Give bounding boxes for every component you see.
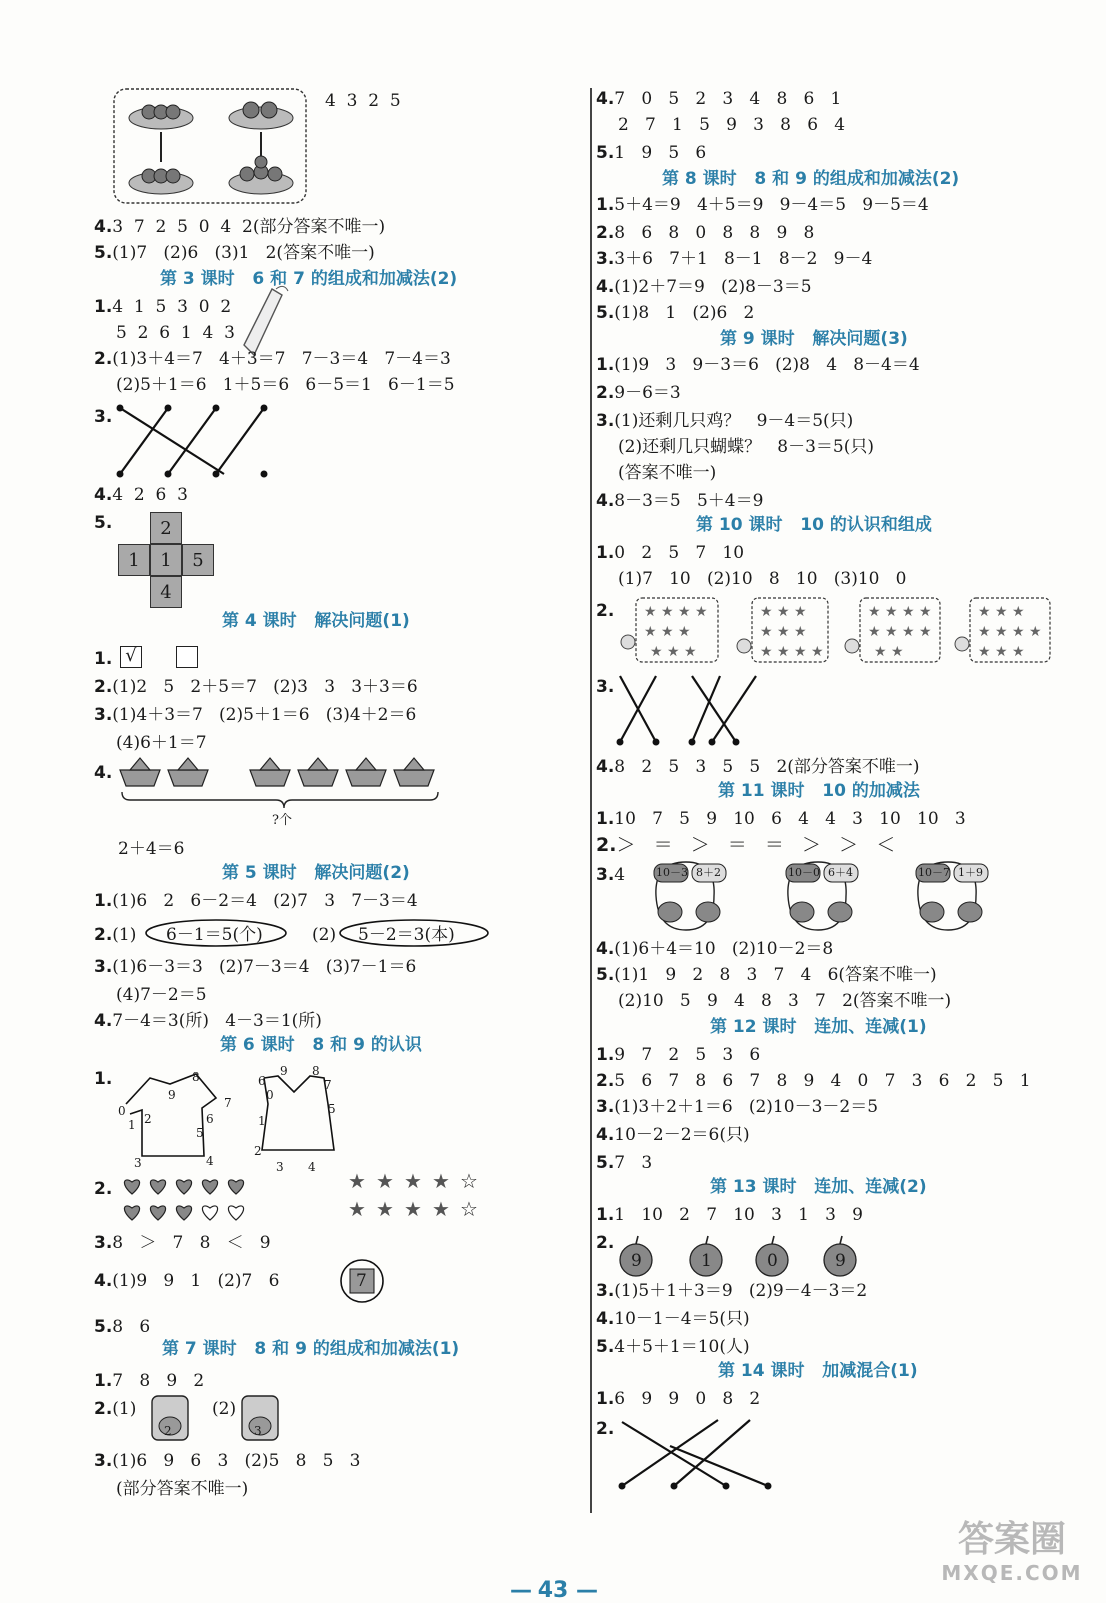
answer-4: 4.(1)6＋4＝10 (2)10－2＝8 <box>596 939 834 959</box>
answer-1: 1.9 7 2 5 3 6 <box>596 1045 761 1065</box>
item-number: 4. <box>94 1011 113 1031</box>
column-divider <box>590 88 592 1513</box>
answer-2-row2: (2)5＋1＝6 1＋5＝6 6－5＝1 6－1＝5 <box>116 375 455 395</box>
vest-label: 8 <box>312 1064 320 1078</box>
vest-label: 3 <box>276 1160 284 1174</box>
answer-5: 5.4＋5＋1＝10(人) <box>596 1337 750 1357</box>
item-number: 1. <box>94 1069 113 1089</box>
answer-4: 4.(1)9 9 1 (2)7 6 <box>94 1271 280 1291</box>
apple-number: 1 <box>701 1251 712 1271</box>
answer-note: (答案不唯一) <box>618 463 717 483</box>
vest-label: 6 <box>258 1074 266 1088</box>
answer-3-row2: (2)还剩几只蝴蝶？ 8－3＝5(只) <box>618 437 875 457</box>
item-number: 4. <box>596 757 615 777</box>
frog-card-label: 8＋2 <box>696 866 721 879</box>
shirt-label: 8 <box>192 1070 200 1084</box>
svg-text:★ ★ ★: ★ ★ ★ <box>760 624 807 640</box>
answer-3: 3.(1)4＋3＝7 (2)5＋1＝6 (3)4＋2＝6 <box>94 705 417 725</box>
answer-1: 1.4 1 5 3 0 2 <box>94 297 232 317</box>
apple-number: 0 <box>767 1251 778 1271</box>
item-number: 1. <box>596 543 615 563</box>
vest-label: 0 <box>266 1088 274 1102</box>
svg-text:★ ★ ★: ★ ★ ★ <box>978 604 1025 620</box>
answer-4 <box>94 762 112 784</box>
item-number: 3. <box>596 865 615 885</box>
shirt-label: 0 <box>118 1104 126 1118</box>
item-number: 3. <box>94 407 113 427</box>
lesson-4-heading: 第 4 课时 解决问题(1) <box>222 611 410 631</box>
item-number: 4. <box>596 1125 615 1145</box>
svg-text:★ ★ ★ ★: ★ ★ ★ ★ <box>868 624 932 640</box>
answer-2 <box>596 600 614 622</box>
answer-4: 4.10－1－4＝5(只) <box>596 1309 750 1329</box>
vest-label: 4 <box>308 1160 316 1174</box>
frog-card-label: 10－3 <box>656 866 688 879</box>
lesson-7-heading: 第 7 课时 8 和 9 的组成和加减法(1) <box>162 1339 460 1359</box>
oval-answer-2: 5－2＝3(本) <box>358 925 455 945</box>
lesson-10-heading: 第 10 课时 10 的认识和组成 <box>696 515 932 535</box>
bag-number-2: 3 <box>254 1424 262 1438</box>
item-number: 3. <box>596 677 615 697</box>
item-number: 2. <box>94 349 113 369</box>
svg-text:★ ★ ★ ★: ★ ★ ★ ★ <box>978 624 1042 640</box>
matching-lines-figure <box>112 400 262 480</box>
item-number: 2. <box>94 677 113 697</box>
watermark-logo <box>932 1518 1092 1590</box>
item-number: 3. <box>94 1233 113 1253</box>
svg-text:★: ★ <box>404 1197 422 1221</box>
answer-5: 5.8 6 <box>94 1317 151 1337</box>
item-number: 5. <box>596 303 615 323</box>
answer-1-row2: (1)7 10 (2)10 8 10 (3)10 0 <box>618 569 907 589</box>
answer-5: 5.(1)8 1 (2)6 2 <box>596 303 755 323</box>
svg-text:★: ★ <box>432 1169 450 1193</box>
matching-cross-lines-figure <box>616 672 766 752</box>
svg-text:★: ★ <box>376 1197 394 1221</box>
shirt-label: 7 <box>224 1096 232 1110</box>
answer-3 <box>596 676 614 698</box>
vest-label: 1 <box>258 1114 266 1128</box>
item-number: 2. <box>596 1071 615 1091</box>
apple-number: 9 <box>631 1251 642 1271</box>
item-number: 2. <box>596 1419 615 1439</box>
fruit-plates-figure <box>113 88 308 206</box>
item-number: 3. <box>94 705 113 725</box>
item-number: 5. <box>596 1153 615 1173</box>
svg-text:★ ★ ★: ★ ★ ★ <box>760 604 807 620</box>
lesson-6-heading: 第 6 课时 8 和 9 的认识 <box>220 1035 422 1055</box>
item-number: 4. <box>596 491 615 511</box>
answer-3-row2: (4)6＋1＝7 <box>116 733 207 753</box>
cross-cell-top: 2 <box>150 512 182 544</box>
svg-text:★: ★ <box>348 1169 366 1193</box>
item-number: 4. <box>596 1309 615 1329</box>
svg-text:★ ★ ★ ★: ★ ★ ★ ★ <box>868 604 932 620</box>
svg-text:☆: ☆ <box>460 1197 478 1221</box>
answer-3: 3.(1)5＋1＋3＝9 (2)9－4－3＝2 <box>596 1281 868 1301</box>
shirt-label: 5 <box>196 1126 204 1140</box>
answer-4: 4.10－2－2＝6(只) <box>596 1125 750 1145</box>
answer-4: 4.8－3＝5 5＋4＝9 <box>596 491 764 511</box>
answer-2-part2-label: (2) <box>212 1399 237 1419</box>
boats-equation: 2＋4＝6 <box>118 839 185 859</box>
svg-text:★ ★ ★: ★ ★ ★ <box>650 644 697 660</box>
lesson-14-heading: 第 14 课时 加减混合(1) <box>718 1361 918 1381</box>
page-number-value: 43 <box>537 1578 569 1603</box>
answer-2: 2.8 6 8 0 8 8 9 8 <box>596 223 815 243</box>
answer-5: 5.(1)1 9 2 8 3 7 4 6(答案不唯一) <box>596 965 937 985</box>
answer-2: 2.(1)2 5 2＋5＝7 (2)3 3 3＋3＝6 <box>94 677 418 697</box>
item-number: 5. <box>596 1337 615 1357</box>
answer-2: 2.(1)3＋4＝7 4＋3＝7 7－3＝4 7－4＝3 <box>94 349 451 369</box>
frog-card-label: 10－7 <box>918 866 950 879</box>
answer-1: 1.6 9 9 0 8 2 <box>596 1389 761 1409</box>
svg-text:★: ★ <box>376 1169 394 1193</box>
svg-text:★ ★ ★ ★: ★ ★ ★ ★ <box>644 604 708 620</box>
empty-box <box>176 646 198 668</box>
answer-3 <box>94 406 112 428</box>
answer-1: 1.10 7 5 9 10 6 4 4 3 10 10 3 <box>596 809 966 829</box>
item-number: 3. <box>596 1097 615 1117</box>
item-number: 1. <box>94 649 113 669</box>
frog-card-label: 10－0 <box>788 866 820 879</box>
answer-1: 1.(1)9 3 9－3＝6 (2)8 4 8－4＝4 <box>596 355 920 375</box>
answer-3: 3.(1)6－3＝3 (2)7－3＝4 (3)7－1＝6 <box>94 957 417 977</box>
item-number: 4. <box>94 763 113 783</box>
svg-text:★: ★ <box>432 1197 450 1221</box>
item-number: 1. <box>596 809 615 829</box>
item-number: 1. <box>94 1371 113 1391</box>
item-number: 3. <box>596 249 615 269</box>
answer-1: 1.0 2 5 7 10 <box>596 543 745 563</box>
item-number: 5. <box>94 1317 113 1337</box>
answer-3: 3.3＋6 7＋1 8－1 8－2 9－4 <box>596 249 873 269</box>
item-number: 2. <box>596 1233 615 1253</box>
item-number: 3. <box>94 1451 113 1471</box>
svg-text:★ ★ ★ ★: ★ ★ ★ ★ <box>760 644 824 660</box>
item-number: 3. <box>596 411 615 431</box>
lesson-9-heading: 第 9 课时 解决问题(3) <box>720 329 908 349</box>
bag-number-1: 2 <box>164 1424 172 1438</box>
answer-3: 3.4 <box>596 865 626 885</box>
shirt-label: 4 <box>206 1154 214 1168</box>
stars-figure <box>348 1170 488 1222</box>
svg-text:★ ★ ★: ★ ★ ★ <box>978 644 1025 660</box>
svg-text:★: ★ <box>404 1169 422 1193</box>
vest-label: 9 <box>280 1064 288 1078</box>
answer-2 <box>596 1232 614 1254</box>
item-number: 2. <box>596 834 617 856</box>
answer-note: (部分答案不唯一) <box>116 1479 249 1499</box>
answer-4: 4.7－4＝3(所) 4－3＝1(所) <box>94 1011 322 1031</box>
item-number: 1. <box>94 891 113 911</box>
cross-cell-bottom: 4 <box>150 576 182 608</box>
shirt-label: 1 <box>128 1118 136 1132</box>
shirt-label: 6 <box>206 1112 214 1126</box>
answer-4-row2: 2 7 1 5 9 3 8 6 4 <box>618 115 846 135</box>
lesson-13-heading: 第 13 课时 连加、连减(2) <box>710 1177 927 1197</box>
item-number: 1. <box>596 195 615 215</box>
item-number: 5. <box>596 143 615 163</box>
shirt-label: 9 <box>168 1088 176 1102</box>
frog-card-label: 1＋9 <box>958 866 983 879</box>
item-number: 1. <box>94 297 113 317</box>
shirt-label: 2 <box>144 1112 152 1126</box>
item-number: 1. <box>596 1389 615 1409</box>
answer-5: 5.7 3 <box>596 1153 653 1173</box>
answer-1: 1.1 10 2 7 10 3 1 3 9 <box>596 1205 863 1225</box>
hearts-figure <box>120 1174 250 1226</box>
svg-text:★ ★ ★: ★ ★ ★ <box>644 624 691 640</box>
answer-3: 3.(1)6 9 6 3 (2)5 8 5 3 <box>94 1451 361 1471</box>
item-number: 2. <box>596 601 615 621</box>
item-number: 5. <box>94 513 113 533</box>
answer-2 <box>94 1178 112 1200</box>
item-number: 4. <box>596 277 615 297</box>
svg-text:★ ★: ★ ★ <box>874 644 904 660</box>
answer-1: 1.7 8 9 2 <box>94 1371 205 1391</box>
item-number: 2. <box>596 383 615 403</box>
answer-3-row2: (4)7－2＝5 <box>116 985 207 1005</box>
item-number: 2. <box>94 1399 113 1419</box>
item-number: 4. <box>596 939 615 959</box>
item-number: 2. <box>94 1179 113 1199</box>
apple-number: 9 <box>835 1251 846 1271</box>
item-number: 2. <box>596 223 615 243</box>
matching-lines-figure-2 <box>618 1416 778 1496</box>
answer-2: 2.(1) <box>94 1399 137 1419</box>
svg-text:★: ★ <box>348 1197 366 1221</box>
page-number: — 43 — <box>510 1578 596 1603</box>
answer-4: 4.4 2 6 3 <box>94 485 188 505</box>
answer-3: 3.(1)3＋2＋1＝6 (2)10－3－2＝5 <box>596 1097 879 1117</box>
answer-5: 5.1 9 5 6 <box>596 143 707 163</box>
answer-1-row2: 5 2 6 1 4 3 <box>116 323 235 343</box>
frog-card-label: 6＋4 <box>828 866 853 879</box>
answer-2: 2.(1) <box>94 925 137 945</box>
answer-3: 3.(1)还剩几只鸡？ 9－4＝5(只) <box>596 411 854 431</box>
answer-2: 2.5 6 7 8 6 7 8 9 4 0 7 3 6 2 5 1 <box>596 1071 1031 1091</box>
item-number: 1. <box>596 1205 615 1225</box>
item-number: 4. <box>596 89 615 109</box>
item-number: 1. <box>596 1045 615 1065</box>
vest-label: 2 <box>254 1144 262 1158</box>
answer-4: 4.8 2 5 3 5 5 2(部分答案不唯一) <box>596 757 920 777</box>
answer-3: 3.8 ＞ 7 8 ＜ 9 <box>94 1233 271 1253</box>
star-groups-figure <box>620 596 1050 668</box>
answer-1 <box>94 648 112 670</box>
answer-1 <box>94 1068 112 1090</box>
answer-2: 2.9－6＝3 <box>596 383 681 403</box>
lesson-5-heading: 第 5 课时 解决问题(2) <box>222 863 410 883</box>
watermark-text: 答案圈 <box>957 1519 1066 1560</box>
shirt-label: 3 <box>134 1156 142 1170</box>
answer-2-part2-label: (2) <box>312 925 337 945</box>
cross-cell-right: 5 <box>182 544 214 576</box>
brace-label: ?个 <box>272 813 292 828</box>
item-number: 2. <box>94 925 113 945</box>
vest-label: 5 <box>328 1102 336 1116</box>
watermark-url: MXQE.COM <box>941 1561 1083 1585</box>
cross-cell-left: 1 <box>118 544 150 576</box>
answer-5: 5.(1)7 (2)6 (3)1 2(答案不唯一) <box>94 243 375 263</box>
item-number: 4. <box>94 1271 113 1291</box>
item-number: 5. <box>596 965 615 985</box>
answer-2: 2.＞ ＝ ＞ ＝ ＝ ＞ ＞ ＜ <box>596 834 896 856</box>
lesson-8-heading: 第 8 课时 8 和 9 的组成和加减法(2) <box>662 169 960 189</box>
cross-cell-center: 1 <box>150 544 182 576</box>
svg-text:☆: ☆ <box>460 1169 478 1193</box>
boxed-answer: 7 <box>356 1271 367 1291</box>
item-number: 1. <box>596 355 615 375</box>
item-number: 3. <box>596 1281 615 1301</box>
oval-answer-1: 6－1＝5(个) <box>166 925 263 945</box>
answer-top-numbers: 4 3 2 5 <box>325 91 401 111</box>
lesson-11-heading: 第 11 课时 10 的加减法 <box>718 781 920 801</box>
answer-1: 1.5＋4＝9 4＋5＝9 9－4＝5 9－5＝4 <box>596 195 929 215</box>
checked-box: √ <box>120 646 142 668</box>
vest-label: 7 <box>324 1078 332 1092</box>
paper-boats-figure <box>116 758 446 810</box>
lesson-12-heading: 第 12 课时 连加、连减(1) <box>710 1017 927 1037</box>
answer-1: 1.(1)6 2 6－2＝4 (2)7 3 7－3＝4 <box>94 891 418 911</box>
answer-4: 4.7 0 5 2 3 4 8 6 1 <box>596 89 842 109</box>
item-number: 4. <box>94 485 113 505</box>
lesson-3-heading: 第 3 课时 6 和 7 的组成和加减法(2) <box>160 269 458 289</box>
item-number: 4. <box>94 217 113 237</box>
item-number: 3. <box>94 957 113 977</box>
answer-2 <box>596 1418 614 1440</box>
answer-4: 4.(1)2＋7＝9 (2)8－3＝5 <box>596 277 812 297</box>
answer-5-row2: (2)10 5 9 4 8 3 7 2(答案不唯一) <box>618 991 952 1011</box>
item-number: 5. <box>94 243 113 263</box>
answer-5 <box>94 512 112 534</box>
answer-4: 4.3 7 2 5 0 4 2(部分答案不唯一) <box>94 217 386 237</box>
